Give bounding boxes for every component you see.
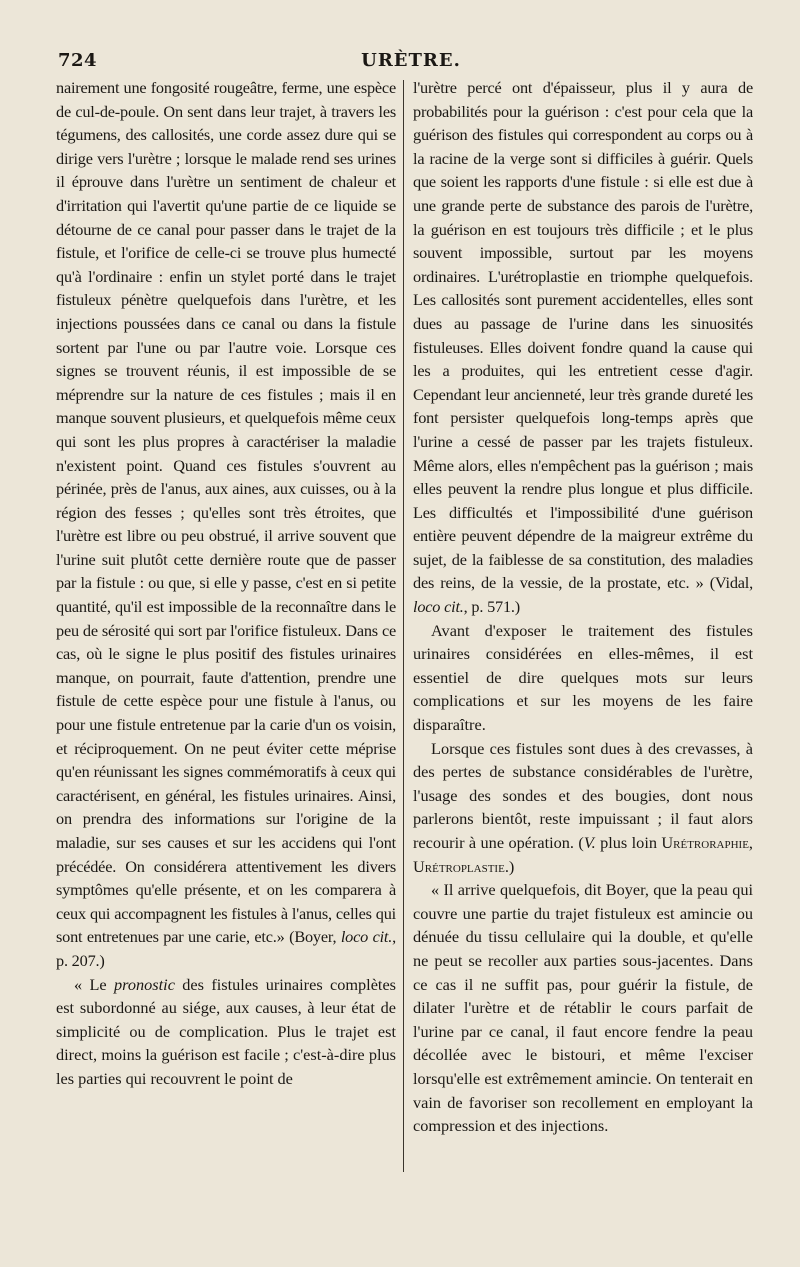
left-p1-ref-italic: loco cit. bbox=[340, 927, 393, 947]
page-number: 724 bbox=[58, 50, 98, 71]
running-head bbox=[56, 46, 766, 76]
right-p3-italic: V. bbox=[583, 833, 596, 852]
right-paragraph-4: « Il arrive quelquefois, dit Boyer, que la peau qui couvre une partie du trajet fistuleux est amincie ou dénuée du tissu cellulaire qui la double, et qu'elle ne peut se recoller aux parties sous-jacentes. Dans ce cas il ne suffit pas, pour guérir la fistule, de dilater l'urètre et de rétablir le cours parfait de l'urine par ce canal, il faut encore fendre la peau décollée avec le bistouri, et même l'exciser lorsqu'elle est extrêmement amincie. On tenterait en vain de favoriser son recollement en employant la compression et des injections. bbox=[413, 880, 753, 1136]
left-paragraph-2 bbox=[56, 973, 396, 1091]
left-column bbox=[56, 76, 403, 1186]
right-paragraph-2: Avant d'exposer le traitement des fistules urinaires considérées en elles-mêmes, il est essentiel de dire quelques mots sur leurs complications et sur les moyens de les faire disparaître. bbox=[413, 620, 753, 735]
right-column bbox=[404, 76, 753, 1186]
right-p3-end: .) bbox=[504, 856, 515, 876]
left-p2-italic: pronostic bbox=[114, 974, 175, 994]
right-p1-ref-end: , p. 571.) bbox=[463, 597, 520, 617]
right-p1-ref-italic: loco cit. bbox=[413, 597, 464, 617]
right-p3-smallcaps: Urétroraphie, Urétroplastie bbox=[413, 833, 753, 876]
left-p2-rest: des fistules urinaires complètes est subordonné au siége, aux causes, à leur état de simplicité ou de complication. Plus le trajet est direct, moins la guérison est facile ; c'est-à-dire plus les parties qui recouvrent le point de bbox=[56, 974, 397, 1088]
left-p2-start: « Le bbox=[74, 974, 115, 994]
text-columns bbox=[56, 76, 766, 1186]
right-p3-mid: plus loin bbox=[595, 833, 662, 852]
right-paragraph-1 bbox=[413, 76, 753, 619]
running-title: URÈTRE. bbox=[361, 50, 461, 71]
left-p1-text: nairement une fongosité rougeâtre, ferme, une espèce de cul-de-poule. On sent dans leur trajet, à travers les tégumens, des callosités, une corde assez dure qui se dirige vers l'urètre ; lorsque le malade rend ses urines il éprouve dans l'urètre un sentiment de chaleur et d'irritation qui l'avertit qu'une partie de ce liquide se détourne de ce canal pour passer dans le trajet de la fistule, et l'orifice de celle-ci se trouve plus humecté qu'à l'ordinaire : enfin un stylet porté dans le trajet fistuleux pénètre quelquefois dans l'urètre, et les injections poussées dans ce canal ou dans la fistule sortent par l'une ou par l'autre voie. Lorsque ces signes se trouvent réunis, il est impossible de se méprendre sur la nature de ces fistules ; mais il en manque souvent plusieurs, et quelquefois même ceux qui sont les plus propres à caractériser la maladie n'existent point. Quand ces fistules s'ouvrent au périnée, près de l'anus, aux aines, aux cuisses, ou à la région des fesses ; qu'elles sont très étroites, que l'urètre est libre ou peu obstrué, il arrive souvent que l'urine suit plutôt cette dernière route que de passer par la fistule : ou que, si elle y passe, c'est en si petite quantité, qu'il est impossible de la reconnaître dans le peu de sérosité qui sort par l'orifice fistuleux. Dans ce cas, où le signe le plus positif des fistules urinaires manque, on pourrait, faute d'attention, prendre une fistule de cette espèce pour une fistule à l'anus, ou pour une fistule entretenue par la carie d'un os voisin, et réciproquement. On ne peut éviter cette méprise qu'en réunissant les signes commémoratifs à ceux qui caractérisent, en général, les fistules urinaires. Ainsi, on prendra des informations sur l'origine de la maladie, sur ses causes et sur les accidens qui l'ont précédée. On considérera attentivement les divers symptômes qu'elle présente, et on les comparera à ceux qui accompagnent les fistules à l'anus, celles qui sont entretenues par une carie, etc.» (Boyer, bbox=[56, 78, 396, 947]
right-p1-text: l'urètre percé ont d'épaisseur, plus il y aura de probabilités pour la guérison : c'est pour cela que la guérison des fistules qui correspondent au corps ou à la racine de la verge sont si difficiles à guérir. Quels que soient les rapports d'une fistule : si elle est due à une grande perte de substance des parois de l'urètre, la guérison en est toujours très difficile ; et le plus souvent impossible, surtout par les moyens ordinaires. L'urétroplastie en triomphe quelquefois. Les callosités sont purement accidentelles, elles sont dues au passage de l'urine dans les sinuosités fistuleuses. Elles doivent fondre quand la cause qui les a produites, qui les entretient cesse d'agir. Cependant leur ancienneté, leur très grande dureté les font persister quelquefois long-temps après que l'urine a cessé de passer par les trajets fistuleux. Même alors, elles n'empêchent pas la guérison ; mais elles peuvent la rendre plus longue et plus difficile. Les difficultés et l'impossibilité d'une guérison entière peuvent dépendre de la maigreur extrême du sujet, de la faiblesse de sa constitution, des maladies des reins, de la vessie, de la prostate, etc. » (Vidal, bbox=[413, 78, 753, 593]
right-p3-start: Lorsque ces fistules sont dues à des crevasses, à des pertes de substance considérables de l'urètre, l'usage des sondes et des bougies, dont nous parlerons bientôt, reste impuissant ; il faut alors recourir à une opération. ( bbox=[413, 738, 753, 852]
left-p1-ref-end: , p. 207.) bbox=[56, 927, 397, 970]
left-paragraph-1 bbox=[56, 76, 396, 973]
right-paragraph-3 bbox=[413, 737, 753, 879]
